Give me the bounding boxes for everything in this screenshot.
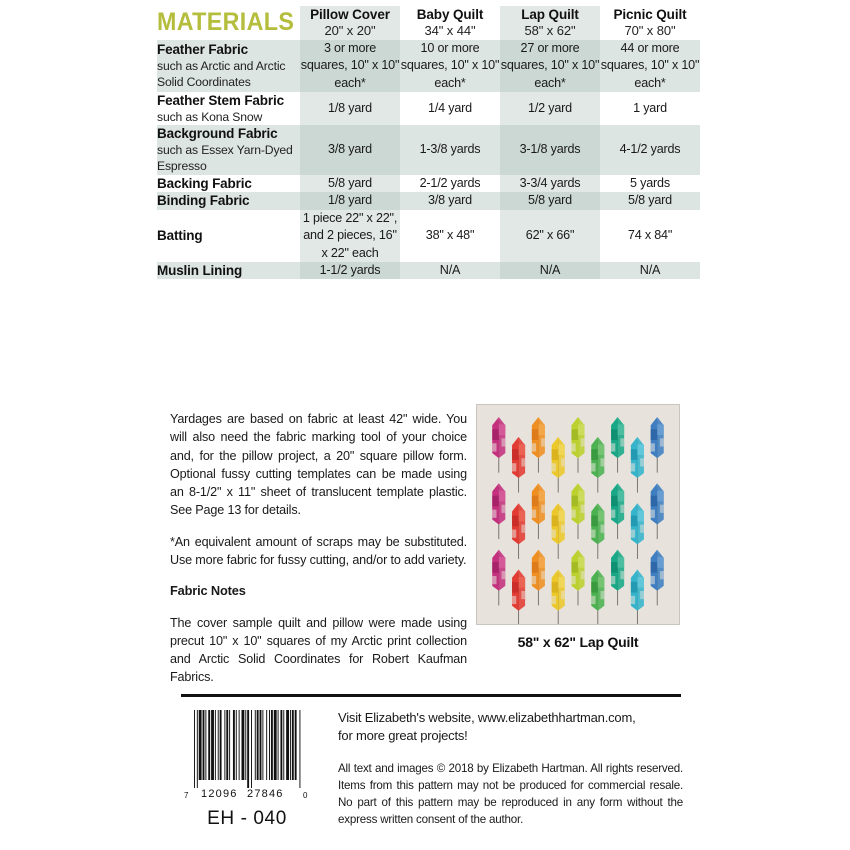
- row-label-cell: [157, 175, 300, 193]
- fabric-notes-heading: Fabric Notes: [170, 583, 246, 598]
- footer-text-block: [338, 709, 683, 828]
- column-header-size: 34" x 44": [424, 23, 476, 39]
- row-label: Muslin Lining: [157, 262, 243, 278]
- table-row: [157, 125, 700, 174]
- column-header-size: 70" x 80": [624, 23, 676, 39]
- copyright-notice: All text and images © 2018 by Elizabeth Hartman. All rights reserved. Items from this pattern may not be produced for commercial resale. No part of this pattern may be reproduced in any form without the express written consent of the author.: [338, 761, 683, 826]
- row-label: Background Fabric: [157, 126, 278, 142]
- table-cell: 4-1/2 yards: [619, 142, 681, 157]
- row-label: Batting: [157, 228, 203, 244]
- table-cell: 62" x 66": [500, 210, 600, 262]
- quilt-figure: [476, 404, 680, 650]
- row-label-cell: [157, 40, 300, 92]
- fabric-notes-paragraph: The cover sample quilt and pillow were made using precut 10" x 10" squares of my Arctic print collection and Arctic Solid Coordinates for Robert Kaufman Fabrics.: [170, 615, 467, 685]
- column-header-name: Lap Quilt: [521, 7, 579, 22]
- barcode-group-one: 12096: [201, 788, 238, 800]
- table-cell: 44 or more squares, 10" x 10" each*: [600, 40, 700, 90]
- row-label: Backing Fabric: [157, 175, 252, 191]
- table-cell: 5 yards: [630, 175, 670, 190]
- table-cell: N/A: [639, 262, 661, 277]
- row-label: Binding Fabric: [157, 193, 250, 209]
- notes-section: [170, 410, 467, 687]
- barcode-block: [184, 710, 310, 830]
- row-label-cell: [157, 192, 300, 210]
- table-row: [157, 192, 700, 210]
- column-header-size: 58" x 62": [524, 23, 576, 39]
- row-label-sub: such as Arctic and Arctic Solid Coordinates: [157, 58, 286, 89]
- column-header-1: [300, 6, 400, 40]
- table-cell: 1-1/2 yards: [300, 262, 400, 280]
- table-cell: 1/2 yard: [500, 92, 600, 125]
- column-header-3: [500, 6, 600, 40]
- table-cell: N/A: [439, 262, 461, 277]
- quilt-caption: 58" x 62" Lap Quilt: [517, 634, 639, 650]
- table-row: [157, 210, 700, 262]
- table-cell: 3-3/4 yards: [500, 175, 600, 193]
- table-cell: 3 or more squares, 10" x 10" each*: [300, 40, 400, 92]
- row-label-sub: such as Kona Snow: [157, 109, 263, 124]
- barcode-digits: [184, 788, 310, 801]
- column-header-name: Picnic Quilt: [613, 7, 687, 22]
- scraps-paragraph: *An equivalent amount of scraps may be substituted. Use more fabric for fussy cutting, and/or to add variety.: [170, 534, 467, 567]
- materials-title: MATERIALS: [157, 8, 295, 37]
- table-cell: 1/8 yard: [300, 92, 400, 125]
- yardage-paragraph: Yardages are based on fabric at least 42" wide. You will also need the fabric marking tool of your choice and, for the pillow project, a 20" square pillow form. Optional fussy cutting templates can be made using an 8-1/2" x 11" sheet of translucent template plastic. See Page 13 for details.: [170, 412, 467, 518]
- table-row: [157, 40, 700, 92]
- website-promo: [338, 709, 683, 746]
- table-cell: 5/8 yard: [500, 192, 600, 210]
- column-header-name: Pillow Cover: [310, 7, 390, 22]
- column-header-2: [400, 6, 500, 40]
- table-cell: 1/4 yard: [428, 101, 472, 116]
- table-cell: 1 piece 22" x 22", and 2 pieces, 16" x 22" each: [300, 210, 400, 262]
- table-cell: 3/8 yard: [428, 193, 472, 208]
- table-cell: 38" x 48": [425, 228, 475, 243]
- website-line-1: Visit Elizabeth's website, www.elizabethhartman.com,: [338, 710, 636, 725]
- table-cell: 1/8 yard: [300, 192, 400, 210]
- website-line-2: for more great projects!: [338, 728, 468, 744]
- barcode-digit-left: 7: [184, 791, 189, 800]
- table-row: [157, 92, 700, 125]
- table-cell: 1 yard: [633, 101, 667, 116]
- table-cell: 2-1/2 yards: [419, 175, 481, 190]
- row-label: Feather Stem Fabric: [157, 93, 284, 109]
- table-cell: 5/8 yard: [628, 193, 672, 208]
- table-cell: 74 x 84": [627, 228, 673, 243]
- table-cell: 5/8 yard: [300, 175, 400, 193]
- row-label-sub: such as Essex Yarn-Dyed Espresso: [157, 142, 293, 173]
- table-row: [157, 175, 700, 193]
- column-header-4: [600, 6, 700, 40]
- barcode-digit-right: 0: [303, 791, 308, 800]
- row-label-cell: [157, 92, 300, 125]
- table-header-row: [157, 6, 700, 40]
- row-label-cell: [157, 210, 300, 262]
- footer-divider: [181, 694, 681, 697]
- barcode-icon: [184, 710, 310, 788]
- materials-table: [157, 6, 700, 279]
- table-row: [157, 262, 700, 280]
- row-label-cell: [157, 262, 300, 280]
- lap-quilt-image: [476, 404, 680, 625]
- table-cell: 10 or more squares, 10" x 10" each*: [400, 40, 500, 90]
- row-label-cell: [157, 125, 300, 174]
- table-cell: 3-1/8 yards: [500, 125, 600, 174]
- table-cell: N/A: [500, 262, 600, 280]
- table-cell: 3/8 yard: [300, 125, 400, 174]
- column-header-name: Baby Quilt: [416, 7, 484, 22]
- pattern-code: EH - 040: [207, 808, 287, 829]
- table-cell: 27 or more squares, 10" x 10" each*: [500, 40, 600, 92]
- column-header-size: 20" x 20": [324, 23, 376, 39]
- table-cell: 1-3/8 yards: [419, 142, 481, 157]
- row-label: Feather Fabric: [157, 42, 248, 58]
- barcode-group-two: 27846: [247, 788, 284, 800]
